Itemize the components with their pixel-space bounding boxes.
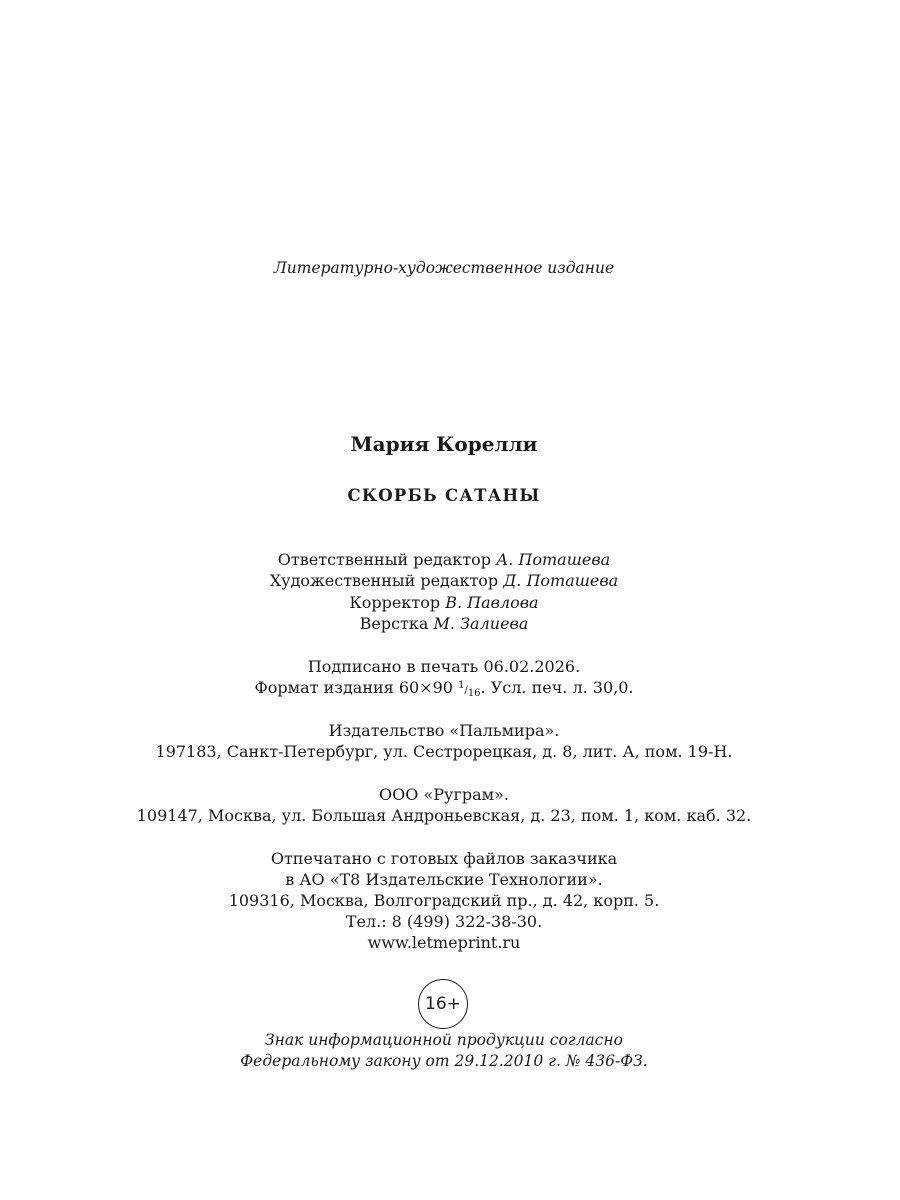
format-line [0,677,888,701]
credit-role: Художественный редактор [269,571,499,590]
format-suffix: . Усл. печ. л. 30,0. [480,678,634,697]
credit-line-art-editor [0,570,888,591]
credit-line-editor [0,549,888,570]
credit-person: А. Поташева [496,550,611,569]
publisher-address: 197183, Санкт-Петербург, ул. Сестрорецкая, д. 8, лит. А, пом. 19-Н. [155,742,733,761]
credit-line-proofreader [0,592,888,613]
company-name: ООО «Руграм». [379,785,509,804]
credit-role: Корректор [349,593,441,612]
credit-role: Ответственный редактор [277,550,492,569]
age-rating-badge: 16+ [418,979,468,1029]
fraction-numerator: 1 [458,680,465,691]
law-note-line-1: Знак информационной продукции согласно [265,1031,623,1049]
book-title: СКОРБЬ САТАНЫ [347,486,541,505]
signed-for-print: Подписано в печать 06.02.2026. [307,657,581,676]
fraction-denominator: 16 [467,688,481,699]
credit-line-layout [0,613,888,634]
printer-phone: Тел.: 8 (499) 322-38-30. [345,912,543,931]
printer-address: 109316, Москва, Волгоградский пр., д. 42, корп. 5. [228,891,660,910]
credit-person: В. Павлова [445,593,539,612]
law-note-line-2: Федеральному закону от 29.12.2010 г. № 436-ФЗ. [240,1052,648,1070]
printer-website: www.letmeprint.ru [367,933,521,952]
printer-line-2: в АО «Т8 Издательские Технологии». [285,870,603,889]
credit-person: М. Залиева [433,614,529,633]
printer-line-1: Отпечатано с готовых файлов заказчика [270,849,618,868]
edition-type: Литературно-художественное издание [273,259,615,277]
format-fraction: 1/16 [458,680,481,699]
credit-person: Д. Поташева [503,571,619,590]
company-address: 109147, Москва, ул. Большая Андроньевская, д. 23, пом. 1, ком. каб. 32. [136,806,752,825]
author-name: Мария Корелли [350,432,538,456]
publisher-name: Издательство «Пальмира». [328,721,560,740]
credit-role: Верстка [359,614,429,633]
format-prefix: Формат издания 60×90 [254,678,459,697]
